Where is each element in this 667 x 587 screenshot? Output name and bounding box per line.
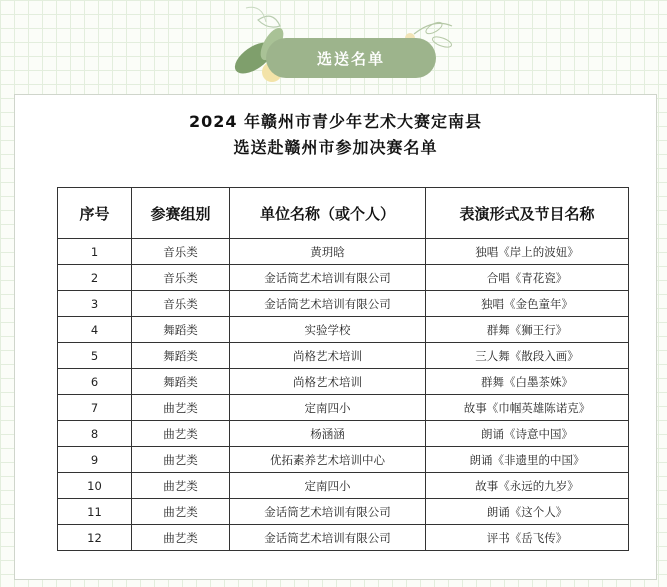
cell-group: 曲艺类 xyxy=(132,395,230,421)
cell-group: 舞蹈类 xyxy=(132,369,230,395)
cell-no: 6 xyxy=(58,369,132,395)
cell-no: 2 xyxy=(58,265,132,291)
table-row xyxy=(58,421,629,447)
banner-label: 选送名单 xyxy=(316,49,385,68)
cell-no: 11 xyxy=(58,499,132,525)
cell-unit: 金话筒艺术培训有限公司 xyxy=(230,499,426,525)
cell-group: 音乐类 xyxy=(132,239,230,265)
table-row xyxy=(58,447,629,473)
cell-group: 舞蹈类 xyxy=(132,317,230,343)
table-row xyxy=(58,317,629,343)
cell-program: 合唱《青花瓷》 xyxy=(426,265,629,291)
cell-group: 曲艺类 xyxy=(132,473,230,499)
document-panel xyxy=(14,94,657,580)
header-program: 表演形式及节目名称 xyxy=(426,188,629,239)
cell-unit: 定南四小 xyxy=(230,395,426,421)
cell-program: 独唱《岸上的波妞》 xyxy=(426,239,629,265)
banner xyxy=(228,0,468,92)
cell-unit: 金话筒艺术培训有限公司 xyxy=(230,525,426,551)
table-row xyxy=(58,473,629,499)
roster-table xyxy=(57,187,629,551)
cell-group: 音乐类 xyxy=(132,265,230,291)
cell-program: 故事《永远的九岁》 xyxy=(426,473,629,499)
table-row xyxy=(58,369,629,395)
cell-group: 舞蹈类 xyxy=(132,343,230,369)
cell-program: 故事《巾帼英雄陈诺克》 xyxy=(426,395,629,421)
banner-pill xyxy=(266,38,436,78)
cell-no: 12 xyxy=(58,525,132,551)
table-row xyxy=(58,343,629,369)
document-title-line-2: 选送赴赣州市参加决赛名单 xyxy=(233,138,438,157)
cell-group: 曲艺类 xyxy=(132,447,230,473)
table-row xyxy=(58,291,629,317)
cell-program: 群舞《狮王行》 xyxy=(426,317,629,343)
cell-unit: 杨涵涵 xyxy=(230,421,426,447)
cell-program: 群舞《白墨茶姝》 xyxy=(426,369,629,395)
cell-group: 曲艺类 xyxy=(132,421,230,447)
header-unit: 单位名称（或个人） xyxy=(230,188,426,239)
cell-group: 曲艺类 xyxy=(132,525,230,551)
cell-no: 1 xyxy=(58,239,132,265)
cell-unit: 实验学校 xyxy=(230,317,426,343)
cell-no: 7 xyxy=(58,395,132,421)
cell-program: 独唱《金色童年》 xyxy=(426,291,629,317)
document-title-line-1: 2024 年赣州市青少年艺术大赛定南县 xyxy=(188,112,483,131)
table-row xyxy=(58,499,629,525)
table-row xyxy=(58,239,629,265)
table-row xyxy=(58,395,629,421)
cell-no: 3 xyxy=(58,291,132,317)
cell-unit: 优拓素养艺术培训中心 xyxy=(230,447,426,473)
cell-program: 朗诵《这个人》 xyxy=(426,499,629,525)
cell-program: 三人舞《散段入画》 xyxy=(426,343,629,369)
cell-no: 5 xyxy=(58,343,132,369)
cell-program: 朗诵《非遗里的中国》 xyxy=(426,447,629,473)
cell-program: 评书《岳飞传》 xyxy=(426,525,629,551)
cell-unit: 定南四小 xyxy=(230,473,426,499)
cell-no: 10 xyxy=(58,473,132,499)
cell-unit: 黄玥晗 xyxy=(230,239,426,265)
cell-unit: 尚格艺术培训 xyxy=(230,343,426,369)
cell-unit: 金话筒艺术培训有限公司 xyxy=(230,291,426,317)
table-row xyxy=(58,265,629,291)
header-no: 序号 xyxy=(58,188,132,239)
table-header-row xyxy=(58,188,629,239)
cell-unit: 金话筒艺术培训有限公司 xyxy=(230,265,426,291)
cell-group: 音乐类 xyxy=(132,291,230,317)
cell-no: 9 xyxy=(58,447,132,473)
cell-group: 曲艺类 xyxy=(132,499,230,525)
cell-no: 8 xyxy=(58,421,132,447)
cell-program: 朗诵《诗意中国》 xyxy=(426,421,629,447)
header-group: 参赛组别 xyxy=(132,188,230,239)
cell-unit: 尚格艺术培训 xyxy=(230,369,426,395)
table-row xyxy=(58,525,629,551)
cell-no: 4 xyxy=(58,317,132,343)
